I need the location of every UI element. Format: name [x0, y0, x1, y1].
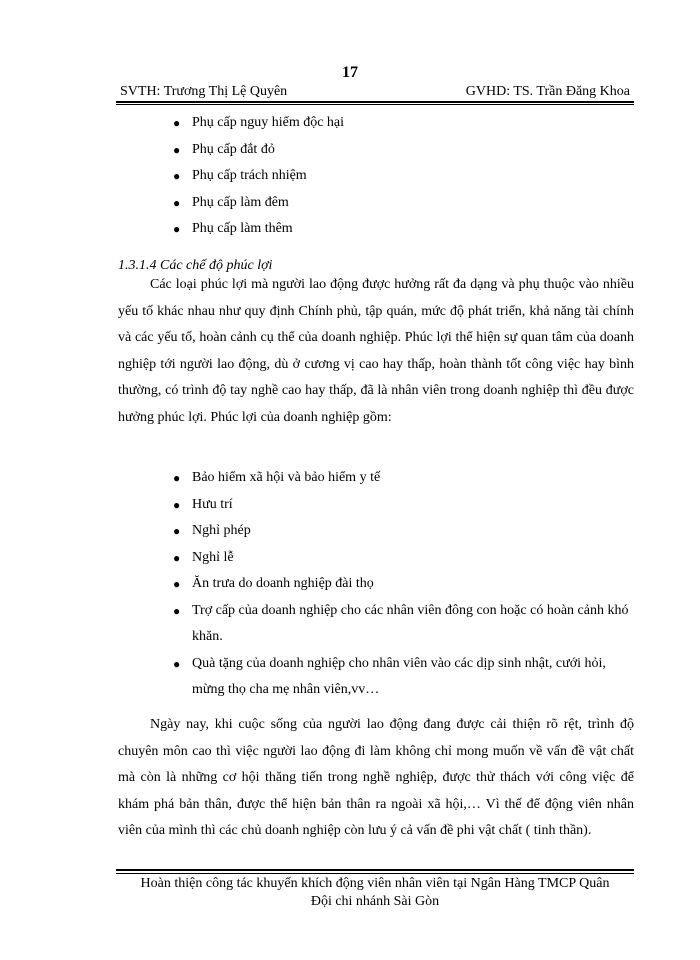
benefits-paragraph: Các loại phúc lợi mà người lao động được hưởng rất đa dạng và phụ thuộc vào nhiều yếu tố khác nhau như quy định Chính phủ, tập quán, mức độ phát triển, khả năng tài chính và các yếu tố, hoàn cảnh cụ thể của doanh nghiệp. Phúc lợi thể hiện sự quan tâm của doanh nghiệp tới người lao động, dù ở cương vị cao hay thấp, hoàn thành tốt công việc hay bình thường, có trình độ tay nghề cao hay thấp, đã là nhân viên trong doanh nghiệp thì đều được hưởng phúc lợi. Phúc lợi của doanh nghiệp gồm: — [118, 277, 634, 425]
footer-line-2: Đội chi nhánh Sài Gòn — [310, 894, 440, 909]
bullet-icon: ● — [173, 524, 181, 538]
list-item: ● Phụ cấp làm thêm — [118, 216, 634, 243]
page-number: 17 — [342, 64, 358, 81]
bullet-icon: ● — [173, 116, 181, 130]
allowance-list — [118, 110, 634, 243]
list-item: ● Phụ cấp nguy hiểm độc hại — [118, 110, 634, 137]
footer-line-1: Hoàn thiện công tác khuyến khích động viên nhân viên tại Ngân Hàng TMCP Quân — [140, 876, 610, 891]
section-heading: 1.3.1.4 Các chế độ phúc lợi — [118, 258, 273, 273]
header-advisor: GVHD: TS. Trần Đăng Khoa — [465, 84, 630, 99]
list-item: ● Bảo hiểm xã hội và bảo hiểm y tế — [118, 465, 634, 492]
list-item: ● Phụ cấp đắt đỏ — [118, 137, 634, 164]
list-item: ● Nghỉ lễ — [118, 545, 634, 572]
list-item: ● Nghỉ phép — [118, 518, 634, 545]
footer-rule-thin — [116, 873, 634, 874]
bullet-icon: ● — [173, 603, 181, 618]
list-item: ● Phụ cấp trách nhiệm — [118, 163, 634, 190]
footer — [110, 875, 640, 911]
list-item: ● Quà tặng của doanh nghiệp cho nhân viên vào các dịp sinh nhật, cưới hỏi, mừng thọ cha mẹ nhân viên,vv… — [118, 651, 634, 704]
list-item: ● Phụ cấp làm đêm — [118, 190, 634, 217]
bullet-icon: ● — [173, 577, 181, 591]
list-item: ● Trợ cấp của doanh nghiệp cho các nhân viên đông con hoặc có hoàn cảnh khó khăn. — [118, 598, 634, 651]
benefit-list-block — [118, 465, 634, 704]
bullet-icon: ● — [173, 195, 181, 210]
list-item: ● Hưu trí — [118, 492, 634, 519]
closing-paragraph: Ngày nay, khi cuộc sống của người lao động đang được cải thiện rõ rệt, trình độ chuyên môn cao thì việc người lao động đi làm không chỉ mong muốn về vấn đề vật chất mà còn là những cơ hội thăng tiến trong nghề nghiệp, được thử thách với công việc để khám phá bản thân, được thể hiện bản thân ra ngoài xã hội,… Vì thế để động viên nhân viên của mình thì các chủ doanh nghiệp còn lưu ý cả vấn đề phi vật chất ( tinh thần). — [118, 717, 634, 839]
bullet-icon: ● — [173, 471, 181, 485]
header-rule — [116, 101, 634, 103]
bullet-icon: ● — [173, 222, 181, 236]
benefits-intro-block — [118, 272, 634, 432]
closing-block — [118, 712, 634, 845]
allowance-list-block — [118, 110, 634, 243]
bullet-icon: ● — [173, 550, 181, 565]
header-rule-thin — [116, 104, 634, 105]
bullet-icon: ● — [173, 142, 181, 157]
footer-rule — [116, 869, 634, 871]
bullet-icon: ● — [173, 656, 181, 671]
bullet-icon: ● — [173, 169, 181, 183]
benefit-list — [118, 465, 634, 704]
header-student: SVTH: Trương Thị Lệ Quyên — [120, 84, 288, 99]
bullet-icon: ● — [173, 497, 181, 512]
list-item: ● Ăn trưa do doanh nghiệp đài thọ — [118, 571, 634, 598]
